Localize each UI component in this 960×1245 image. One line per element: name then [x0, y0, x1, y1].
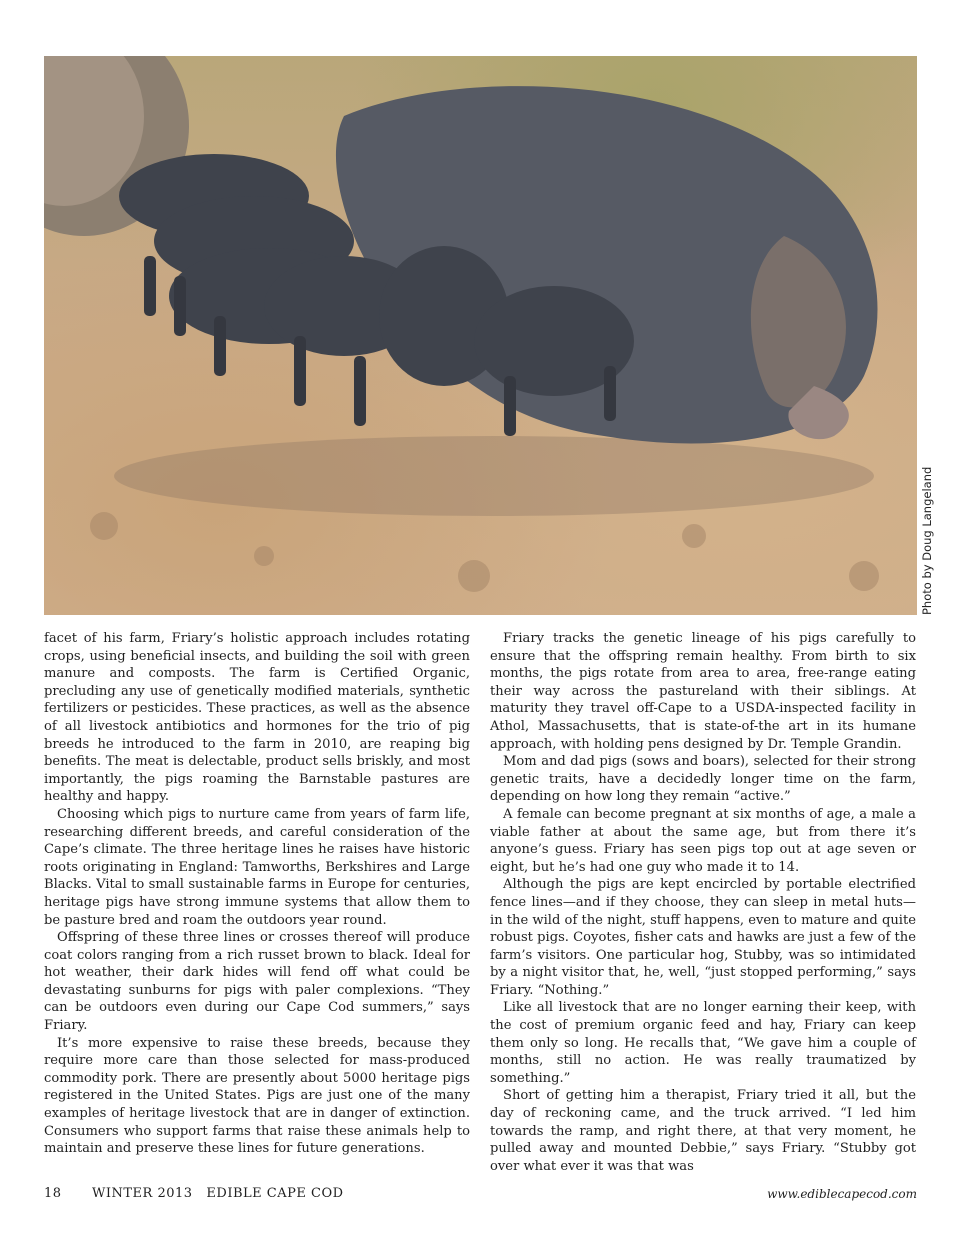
- page-number: 18: [44, 1186, 62, 1201]
- paragraph: Mom and dad pigs (sows and boars), selected for their strong genetic traits, have a decidedly longer time on the farm, depending on how long they remain “active.”: [490, 754, 916, 805]
- paragraph: A female can become pregnant at six months of age, a male a viable father at about the same age, but from there it’s anyone’s guess. Friary has seen pigs top out at age seven or eight, but he’s had one guy who made it to 14.: [490, 806, 916, 875]
- pig-photo: [44, 56, 917, 615]
- paragraph: Although the pigs are kept encircled by portable electrified fence lines—and if they choose, they can sleep in metal huts—in the wild of the night, stuff happens, even to mature and quite robust pigs. Coyotes, fisher cats and hawks are just a few of the farm’s visitors. One particular hog, Stubby, was so intimidated by a night visitor that, he, well, “just stopped performing,” says Friary. “Nothing.”: [490, 877, 916, 998]
- right-column: [490, 630, 916, 1175]
- website-url: www.ediblecapecod.com: [767, 1187, 917, 1201]
- paragraph: Friary tracks the genetic lineage of his pigs carefully to ensure that the offspring remain healthy. From birth to six months, the pigs rotate from area to area, free-range eating their way across the pastureland with their siblings. At maturity they travel off-Cape to a USDA-inspected facility in Athol, Massachusetts, that is state-of-the art in its humane approach, with holding pens designed by Dr. Temple Grandin.: [490, 631, 916, 752]
- pig-illustration: [44, 56, 917, 615]
- paragraph: It’s more expensive to raise these breeds, because they require more care than those selected for mass-produced commodity pork. There are presently about 5000 heritage pigs registered in the United States. Pigs are just one of the many examples of heritage livestock that are in danger of extinction. Consumers who support farms that raise these animals help to maintain and preserve these lines for future generations.: [44, 1035, 470, 1157]
- paragraph: facet of his farm, Friary’s holistic approach includes rotating crops, using beneficial insects, and building the soil with green manure and composts. The farm is Certified Organic, precluding any use of genetically modified materials, synthetic fertilizers or pesticides. These practices, as well as the absence of all livestock antibiotics and hormones for the trio of pig breeds he introduced to the farm in 2010, are reaping big benefits. The meat is delectable, product sells briskly, and most importantly, the pigs roaming the Barnstable pastures are healthy and happy.: [44, 631, 470, 805]
- paragraph: Offspring of these three lines or crosses thereof will produce coat colors ranging from a rich russet brown to black. Ideal for hot weather, their dark hides will fend off what could be devastating sunburns for pigs with paler complexions. “They can be outdoors even during our Cape Cod summers,” says Friary.: [44, 930, 470, 1034]
- photo-credit: Photo by Doug Langeland: [920, 466, 934, 615]
- left-column: [44, 630, 470, 1158]
- paragraph: Short of getting him a therapist, Friary tried it all, but the day of reckoning came, and the truck arrived. “I led him towards the ramp, and right there, at that very moment, he pulled away and mounted Debbie,” says Friary. “Stubby got over what ever it was that was: [490, 1088, 916, 1174]
- paragraph: Like all livestock that are no longer earning their keep, with the cost of premium organic feed and hay, Friary can keep them only so long. He recalls that, “We gave him a couple of months, still no action. He was really traumatized by something.”: [490, 1000, 916, 1086]
- page-footer: [44, 1186, 917, 1206]
- ground-shadow: [114, 436, 874, 516]
- issue-label: WINTER 2013 EDIBLE CAPE COD: [92, 1186, 344, 1201]
- paragraph: Choosing which pigs to nurture came from years of farm life, researching different breeds, and careful consideration of the Cape’s climate. The three heritage lines he raises have historic roots originating in England: Tamworths, Berkshires and Large Blacks. Vital to small sustainable farms in Europe for centuries, heritage pigs have strong immune systems that allow them to be pasture bred and roam the outdoors year round.: [44, 806, 470, 928]
